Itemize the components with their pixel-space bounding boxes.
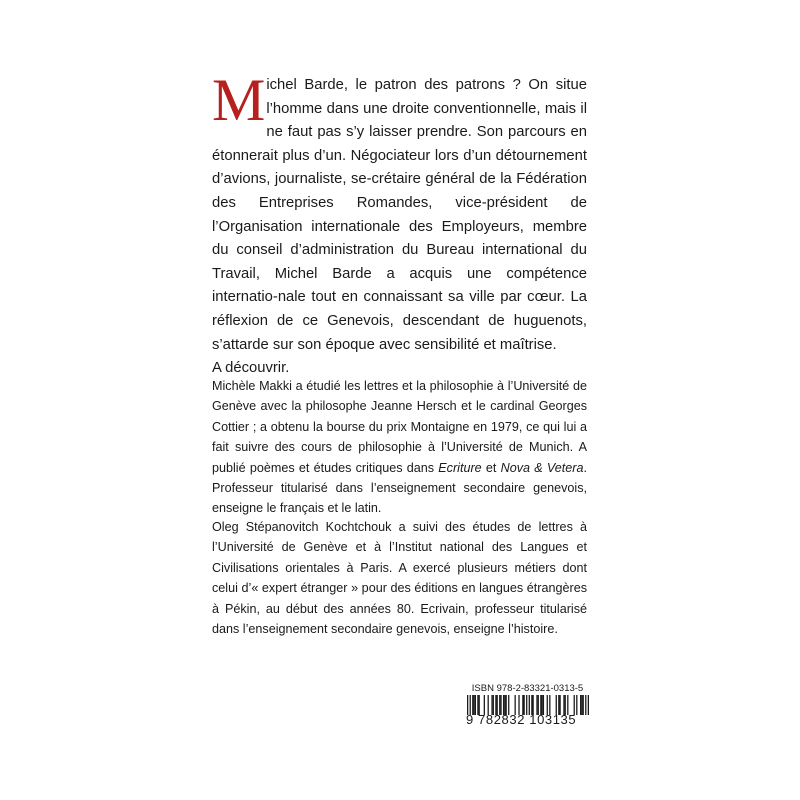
blurb-closing: A découvrir. [212,360,290,377]
blurb-line: ichel Barde, le patron des patrons ? On situe l’homme [266,77,587,117]
isbn-label: ISBN 978-2-83321-0313-5 [471,683,584,694]
drop-cap: M [212,67,266,133]
book-blurb [212,67,587,381]
blurb-line: Négociateur lors d’un détournement d’avions, journaliste, se- [212,147,587,188]
journal-title: Ecriture [438,460,482,475]
bio-text: et [481,460,501,475]
blurb-paragraph [212,67,587,357]
author-bio-kochtchouk: Oleg Stépanovitch Kochtchouk a suivi des études de lettres à l’Université de Genève et à l’Institut national des Langues et Civilisations orientales à Paris. A exercé plusieurs métiers dont celui d’« expert étranger » pour des éditions en langues étrangères à Pékin, au début des années 80. Ecrivain, professeur titularisé dans l’enseignement secondaire genevois, enseigne l’histoire. [212,520,587,637]
blurb-line: du Travail, Michel Barde a acquis une compétence internatio- [212,242,587,306]
blurb-line: crétaire général de la Fédération des Entreprises Romandes, [212,171,587,211]
blurb-line: membre du conseil d’administration du Bureau international [212,218,587,259]
author-bio-makki [212,376,587,519]
barcode-digits: 9 782832 103135 [466,712,577,727]
blurb-line: avec sensibilité et maîtrise. [379,336,557,353]
bio-text: . Professeur titularisé dans l’enseignement secondaire genevois, enseigne le français et le latin. [212,460,587,516]
blurb-line: Genevois, descendant de huguenots, s’attarde sur son époque [212,312,587,353]
blurb-line: nale tout en connaissant sa ville par cœur. La réflexion de ce [212,289,587,329]
journal-title: Nova & Vetera [500,460,584,475]
blurb-line: laisser prendre. Son parcours en étonnerait plus d’un. [212,124,587,164]
bio-text: Michèle Makki a étudié les lettres et la philosophie à l’Université de Genève avec la philosophe Jeanne Hersch et le cardinal Georges Cottier ; a obtenu la bourse du prix Montaigne en 1979, ce qui lui a fait suivre des cours de philosophie à l’Université de Munich. A publié poèmes et études critiques dans [212,379,587,475]
blurb-line: vice-président de l’Organisation internationale des Employeurs, [212,194,587,235]
blurb-line: dans une droite conventionnelle, mais il ne faut pas s’y [266,100,587,141]
